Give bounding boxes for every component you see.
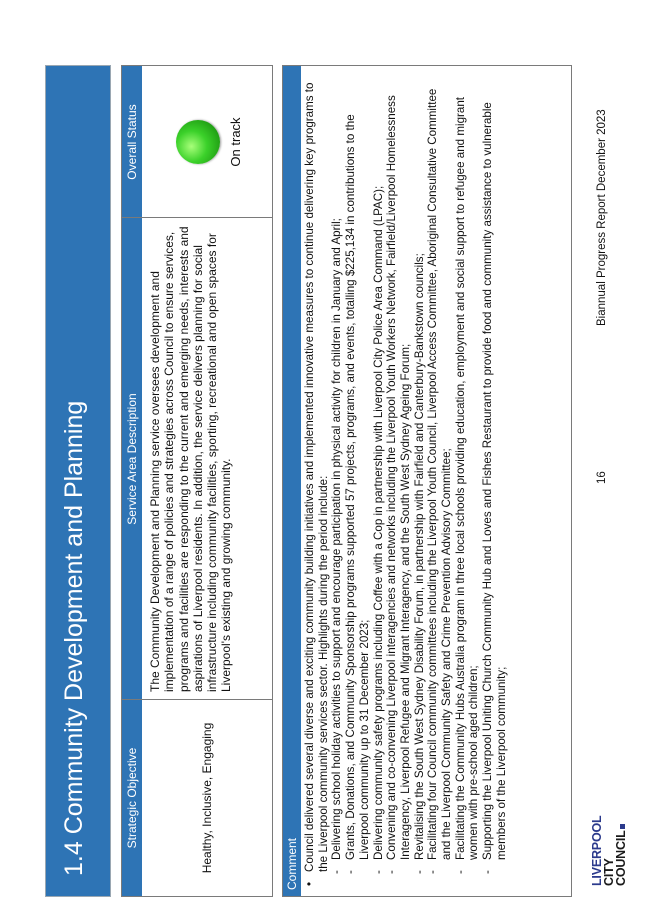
section-title: 1.4 Community Development and Planning	[60, 400, 88, 876]
list-item-text: Facilitating four Council community committees including the Liverpool Youth Council, Liverpool Access Committee, Aboriginal Consultative Committee and the Liverpool Community Safety and Crime Prevention Advisory Committee;	[426, 88, 454, 860]
list-marker: -	[453, 870, 467, 874]
list-item-text: Convening and co-convening Liverpool interagencies and networks including the Liverpool Youth Workers Network, Fairfield/Liverpool Homelessness Interagency, Liverpool Refugee and Migrant Interagency, and the South West Sydney Ageing Forum;	[385, 95, 412, 860]
list-item-text: Delivering community safety programs including Coffee with a Cop in partnership with Liverpool City Police Area Command (LPAC);	[371, 185, 385, 860]
status-indicator-icon	[176, 120, 220, 164]
report-title: Biannual Progress Report December 2023	[596, 109, 608, 326]
council-logo	[591, 816, 627, 886]
list-item	[481, 72, 508, 888]
header-overall-status: Overall Status	[122, 66, 142, 218]
list-marker: •	[303, 881, 316, 886]
list-item-text: Facilitating the Community Hubs Australia program in three local schools providing education, employment and social support to refugee and migrant women with pre-school aged children;	[453, 96, 481, 860]
header-strategic-objective: Strategic Objective	[122, 700, 142, 896]
list-item	[426, 72, 453, 888]
header-service-description: Service Area Description	[122, 218, 142, 700]
list-item-text: Delivering school holiday activities to support and encourage participation in physical activity for children in January and April;	[330, 218, 344, 860]
list-item-text: Revitalising the South West Sydney Disability Forum, in partnership with Fairfield and Canterbury-Bankstown councils;	[412, 253, 426, 860]
comment-heading: Comment	[283, 66, 301, 896]
list-item	[372, 72, 386, 888]
list-marker: -	[385, 870, 399, 874]
list-item	[413, 72, 427, 888]
strategic-objective-cell	[142, 700, 272, 896]
list-marker: -	[330, 870, 344, 874]
logo-line-council-wrap	[615, 816, 627, 886]
list-marker: -	[426, 870, 440, 874]
logo-line-council: COUNCIL	[614, 830, 628, 886]
list-item	[330, 72, 344, 888]
list-item	[344, 72, 371, 888]
list-item-text: Grants, Donations, and Community Sponsorship programs supported 57 projects, programs, and events, totalling $225,134 in contributions to the Liverpool community up to 31 December 2023;	[344, 114, 371, 860]
list-marker: -	[412, 870, 426, 874]
list-marker: -	[371, 870, 385, 874]
list-marker: -	[344, 870, 358, 874]
service-description-cell: The Community Development and Planning service oversees development and implementation of a range of policies and strategies across Council to ensure services, programs and facilities are responding to the current and emerging needs, interests and aspirations of Liverpool residents. In addition, the service delivers planning for social infrastructure including community facilities, sporting, recreational and open spaces for Liverpool's existing and growing community.	[148, 226, 234, 692]
logo-dot-icon	[620, 824, 625, 829]
logo-line-city: CITY	[602, 858, 616, 886]
list-item	[454, 72, 481, 888]
list-item	[385, 72, 412, 888]
status-label: On track	[228, 117, 243, 167]
section-banner	[45, 65, 111, 897]
page-number: 16	[596, 471, 608, 484]
comment-box	[282, 65, 572, 897]
status-cell	[142, 66, 272, 218]
comment-list	[303, 72, 509, 888]
objective-table	[121, 65, 273, 897]
list-marker: -	[481, 870, 495, 874]
list-item-text: Council delivered several diverse and exciting community building initiatives and implemented innovative measures to continue delivering key programs to the Liverpool community services sector. Highlights during the period include:	[303, 82, 330, 872]
logo-line-liverpool: LIVERPOOL	[590, 815, 604, 886]
strategic-objective-value: Healthy, Inclusive, Engaging	[200, 722, 214, 874]
list-item-text: Supporting the Liverpool Uniting Church Community Hub and Loves and Fishes Restaurant to provide food and community assistance to vulnerable members of the Liverpool community;	[481, 102, 508, 860]
list-item	[303, 72, 330, 888]
